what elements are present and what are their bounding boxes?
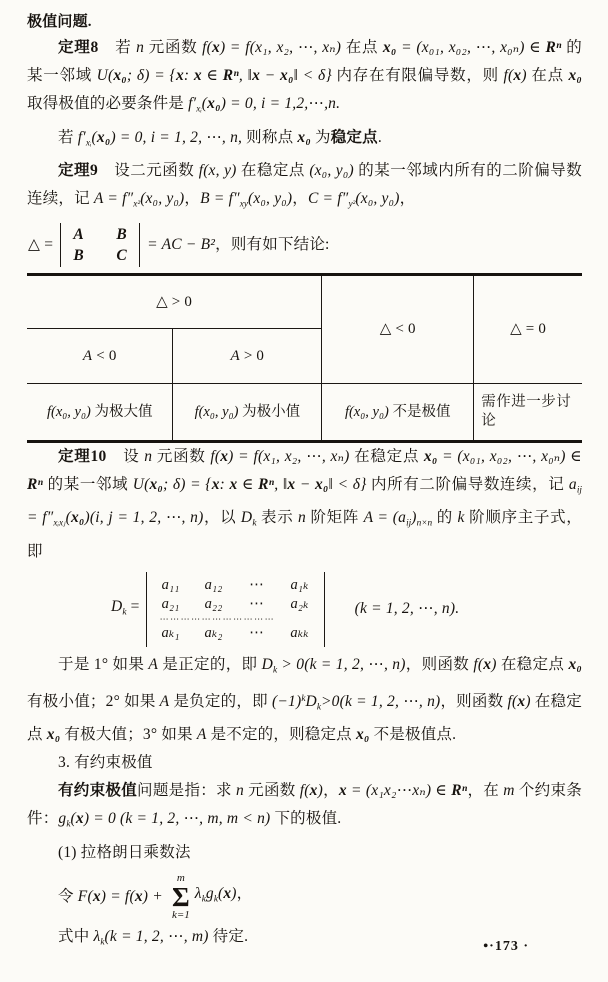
text-segment: f′ xyxy=(77,128,86,146)
text-segment: ， xyxy=(292,190,308,208)
text-segment: ，则函数 xyxy=(405,656,474,674)
text-segment: g xyxy=(58,810,67,828)
text-segment: ， xyxy=(399,190,416,208)
text-segment: x₀ xyxy=(568,656,582,674)
text-segment: ) xyxy=(525,692,531,710)
text-segment: ij xyxy=(576,485,583,496)
matrix-cell: a₂ₖ xyxy=(290,596,309,613)
text-segment: ∈ xyxy=(237,475,259,493)
text-segment: C = f″ xyxy=(307,190,349,208)
text-segment: Rⁿ xyxy=(222,67,239,84)
text-segment: f( xyxy=(299,782,310,800)
text-segment: (k = 1, 2, ⋯, n). xyxy=(354,600,460,618)
text-segment: 式中 xyxy=(58,927,94,945)
text-segment: ，则有如下结论: xyxy=(215,235,330,253)
text-segment: xᵢ xyxy=(85,138,92,149)
text-segment: m xyxy=(503,782,515,800)
theorem-10-paragraph xyxy=(27,443,587,566)
text-segment: 个约束条件： xyxy=(27,782,582,828)
text-segment: ∈ xyxy=(201,67,223,84)
text-segment: 定理10 xyxy=(58,447,107,465)
text-segment: 的 xyxy=(432,509,458,527)
text-segment: . xyxy=(377,128,382,146)
text-segment: 设 xyxy=(106,447,145,465)
text-segment: Rⁿ xyxy=(545,39,562,56)
text-segment: 为 xyxy=(310,128,331,146)
text-segment: x xyxy=(134,887,143,905)
text-segment: 不是极值点. xyxy=(369,726,457,744)
text-segment: Rⁿ xyxy=(258,475,275,493)
text-segment: x₀ xyxy=(568,67,583,84)
matrix-cell: a₂₁ xyxy=(161,596,180,613)
text-segment: − xyxy=(295,475,315,493)
text-segment: x₀ xyxy=(149,475,164,493)
text-segment: (k = 1, 2, ⋯, m) xyxy=(104,927,209,945)
summation-upper-limit: m xyxy=(176,871,185,884)
text-segment: A xyxy=(159,692,170,710)
text-segment: 阶顺序主子式，即 xyxy=(27,509,582,560)
delta-determinant-formula xyxy=(28,223,582,267)
text-segment: ， xyxy=(184,190,201,208)
text-segment: U( xyxy=(132,475,150,493)
text-segment: 内存在有限偏导数，则 xyxy=(331,67,504,84)
text-segment: ) = f(x₁, x₂, ⋯, xₙ) xyxy=(219,39,342,56)
page-title xyxy=(27,10,582,34)
text-segment: x xyxy=(513,67,522,84)
lagrange-function-formula xyxy=(58,873,582,921)
theorem-8-paragraph xyxy=(27,34,587,124)
text-segment: △ < 0 xyxy=(379,321,416,338)
text-segment: 在稳定点 xyxy=(349,447,424,465)
text-segment: = (x₀₁, x₀₂, ⋯, x₀ₙ) ∈ xyxy=(437,447,587,465)
text-segment: 为极小值 xyxy=(238,403,301,420)
text-segment: k xyxy=(457,509,465,527)
text-segment: 为极大值 xyxy=(90,403,153,420)
text-segment: 待定. xyxy=(208,927,249,945)
text-segment: 于是 1° 如果 xyxy=(58,656,149,674)
page-number: •·173 · xyxy=(483,939,529,954)
text-segment: 问题是指：求 xyxy=(137,782,237,800)
text-segment: x₀ xyxy=(355,726,370,744)
text-segment: 若 xyxy=(58,128,78,146)
text-segment: : xyxy=(219,475,230,493)
text-segment: f(x₀, y₀) xyxy=(46,403,91,420)
text-segment: 则称点 xyxy=(242,128,298,146)
text-segment: A xyxy=(230,347,240,364)
cell-local-maximum xyxy=(27,383,173,441)
text-segment: 是不定的，则稳定点 xyxy=(206,726,356,744)
delta-rhs xyxy=(147,231,329,259)
text-segment: > 0 xyxy=(239,347,265,364)
text-segment: 阶矩阵 xyxy=(305,509,364,527)
text-segment: 稳定点 xyxy=(330,128,378,146)
text-segment: k xyxy=(201,894,206,905)
text-segment: 若 xyxy=(98,39,137,56)
text-segment: (x₀, y₀) xyxy=(248,190,293,208)
text-segment: Rⁿ xyxy=(27,475,44,493)
text-segment: x xyxy=(175,67,184,84)
text-segment: ) xyxy=(491,656,497,674)
text-segment: ) = 0, i = 1,2,⋯,n. xyxy=(220,95,341,112)
text-segment: 内所有二阶偏导数连续，记 xyxy=(366,475,569,493)
text-segment: n xyxy=(236,782,244,800)
text-segment: x xyxy=(211,39,220,56)
text-segment: x₀ xyxy=(113,67,127,84)
text-segment: ，则函数 xyxy=(440,692,508,710)
cell-not-extremum xyxy=(322,383,474,441)
definiteness-conclusion-paragraph xyxy=(27,651,587,749)
text-segment: ， xyxy=(322,782,339,800)
text-segment: 在稳定点 xyxy=(496,656,569,674)
text-segment: x xyxy=(193,67,202,84)
text-segment: Rⁿ xyxy=(451,782,468,800)
matrix-lhs xyxy=(111,593,140,627)
text-segment: 是负定的，即 xyxy=(169,692,272,710)
text-segment: n xyxy=(136,39,145,56)
text-segment: 的某一邻域 xyxy=(43,475,133,493)
matrix-cell: aₖ₂ xyxy=(204,624,223,641)
text-segment: xᵢ xyxy=(196,104,202,115)
dk-matrix-formula xyxy=(111,572,582,648)
text-segment: f′ xyxy=(188,95,197,112)
matrix-row xyxy=(160,624,311,644)
text-segment: 取得极值的必要条件是 xyxy=(27,67,587,112)
text-segment: = f″ xyxy=(27,475,587,527)
text-segment: f( xyxy=(473,656,484,674)
theorem-9-paragraph xyxy=(27,157,582,219)
summation-lower-limit: k=1 xyxy=(171,908,190,921)
text-segment: x₀ xyxy=(70,509,85,527)
text-segment: ) xyxy=(231,885,237,903)
text-segment: x xyxy=(211,475,220,493)
text-segment: ， xyxy=(236,885,253,903)
text-segment: x₀ xyxy=(280,67,294,84)
text-segment: A xyxy=(82,347,93,364)
text-segment: x xyxy=(309,782,318,800)
text-segment: ，在 xyxy=(467,782,504,800)
determinant-cell: B xyxy=(73,246,84,264)
text-segment: 元函数 xyxy=(144,39,203,56)
text-segment: ( xyxy=(217,885,224,903)
text-segment: ) xyxy=(521,67,527,84)
determinant-row xyxy=(72,224,128,245)
text-segment: ) = 0, i = 1, 2, ⋯, n, xyxy=(110,128,243,146)
delta-lhs: △ = xyxy=(28,235,54,253)
determinant-cell: A xyxy=(73,225,84,243)
text-segment: D xyxy=(261,656,274,674)
text-segment: k xyxy=(100,937,105,948)
text-segment: k xyxy=(301,693,306,704)
cell-a-negative xyxy=(27,328,173,383)
matrix-cell: ⋯ xyxy=(249,624,264,641)
text-segment: ) + xyxy=(142,887,167,905)
text-segment: k xyxy=(213,894,218,905)
text-segment: 3. 有约束极值 xyxy=(58,754,153,772)
text-segment: ; δ) = { xyxy=(126,67,176,84)
text-segment: A xyxy=(148,656,159,674)
text-segment: 是正定的，即 xyxy=(158,656,262,674)
matrix-row xyxy=(160,576,311,596)
text-segment: ) = f(x₁, x₂, ⋯, xₙ) xyxy=(228,447,350,465)
text-segment: 表示 xyxy=(256,509,298,527)
text-segment: (1) 拉格朗日乘数法 xyxy=(58,843,191,861)
determinant-cell: C xyxy=(116,246,127,264)
matrix-cell: a₁ₖ xyxy=(290,576,309,593)
text-segment: y² xyxy=(348,199,356,210)
text-segment: x₀ xyxy=(207,95,221,112)
text-segment: xᵢxⱼ xyxy=(53,518,66,529)
text-segment: xy xyxy=(239,199,249,210)
sigma-lead xyxy=(58,883,167,911)
text-segment: x₀ xyxy=(314,475,329,493)
text-segment: (x₀, y₀) xyxy=(140,190,185,208)
text-segment: k xyxy=(316,702,321,713)
text-segment: ，以 xyxy=(203,509,241,527)
text-segment: ( xyxy=(201,95,208,112)
text-segment: x₀ xyxy=(96,128,111,146)
cell-delta-negative xyxy=(322,274,474,383)
text-segment: − xyxy=(260,67,281,84)
text-segment: = (x₀₁, x₀₂, ⋯, x₀ₙ) ∈ xyxy=(396,39,546,56)
text-segment: ‖ < δ} xyxy=(328,475,367,493)
text-segment: f(x, y) xyxy=(198,162,237,180)
text-segment: f(x₀, y₀) xyxy=(194,403,239,420)
text-segment: k xyxy=(252,518,257,529)
text-segment: x xyxy=(517,692,526,710)
text-segment: x xyxy=(75,810,84,828)
text-segment: >0(k = 1, 2, ⋯, n) xyxy=(321,692,441,710)
text-segment: 定理9 xyxy=(58,162,98,180)
text-segment: , ‖ xyxy=(238,67,253,84)
stable-point-paragraph xyxy=(27,124,582,158)
principal-minor-determinant xyxy=(146,572,325,648)
second-derivative-test-table xyxy=(27,273,582,443)
text-segment: n×n xyxy=(416,518,433,529)
matrix-cell: a₁₂ xyxy=(204,576,223,593)
text-segment: D xyxy=(305,692,317,710)
text-segment: 定理8 xyxy=(58,39,99,56)
text-segment: x xyxy=(223,885,232,903)
text-segment: D xyxy=(111,597,123,615)
text-segment: F( xyxy=(77,887,93,905)
determinant-row xyxy=(72,245,128,266)
text-segment: 不是极值 xyxy=(388,403,451,420)
text-segment: , ‖ xyxy=(274,475,288,493)
matrix-cell: aₖ₁ xyxy=(161,624,180,641)
text-segment: 令 xyxy=(58,887,78,905)
matrix-k-condition xyxy=(355,595,460,623)
text-segment: 设二元函数 xyxy=(97,162,199,180)
text-segment: x xyxy=(252,67,261,84)
cell-delta-positive xyxy=(27,274,322,328)
cell-further-discussion xyxy=(474,383,582,441)
lagrange-method-heading xyxy=(27,839,582,867)
text-segment: A xyxy=(196,726,207,744)
text-segment: ; δ) = { xyxy=(163,475,212,493)
matrix-cell: ⋯ xyxy=(249,576,264,593)
cell-delta-zero xyxy=(474,274,582,383)
determinant-cell: B xyxy=(116,225,127,243)
text-segment: n xyxy=(297,509,306,527)
matrix-cell: a₂₂ xyxy=(204,596,223,613)
text-segment: 需作进一步讨论 xyxy=(481,393,572,429)
text-segment: 有约束极值 xyxy=(58,782,138,800)
text-segment: 在点 xyxy=(526,67,569,84)
text-segment: ( xyxy=(70,810,76,828)
text-segment: g xyxy=(205,885,214,903)
text-segment: ) = f( xyxy=(100,887,135,905)
text-segment: ) xyxy=(411,509,417,527)
text-segment: f( xyxy=(210,447,221,465)
constrained-extremum-paragraph xyxy=(27,777,582,839)
cell-a-positive xyxy=(173,328,322,383)
matrix-cell: aₖₖ xyxy=(290,624,309,641)
text-segment: x² xyxy=(133,199,141,210)
text-segment: (−1) xyxy=(271,692,302,710)
text-segment: ij xyxy=(406,518,412,529)
text-segment: (x₀, y₀) xyxy=(355,190,400,208)
text-segment: 在稳定点 xyxy=(27,692,582,744)
text-segment: x xyxy=(92,887,101,905)
text-segment: = (x₁x₂⋯xₙ) ∈ xyxy=(346,782,452,800)
text-segment: 有极小值；2° 如果 xyxy=(27,656,587,710)
text-segment: A = f″ xyxy=(93,190,134,208)
text-segment: 元函数 xyxy=(152,447,211,465)
text-segment: (x₀, y₀) xyxy=(309,162,354,180)
text-segment: : xyxy=(183,67,194,84)
determinant-2x2 xyxy=(60,223,140,267)
text-segment: 在点 xyxy=(341,39,383,56)
text-segment: D xyxy=(240,509,253,527)
text-segment: ) xyxy=(317,782,323,800)
text-segment: 极值问题. xyxy=(27,14,92,30)
text-segment: )(i, j = 1, 2, ⋯, n) xyxy=(84,509,204,527)
matrix-cell: ⋯ xyxy=(249,596,264,613)
text-segment: > 0(k = 1, 2, ⋯, n) xyxy=(277,656,406,674)
text-segment: △ > 0 xyxy=(156,293,193,310)
text-segment: < 0 xyxy=(92,347,117,364)
text-segment: 在稳定点 xyxy=(236,162,310,180)
text-segment: k xyxy=(122,607,127,618)
text-segment: 元函数 xyxy=(244,782,300,800)
text-segment: λ xyxy=(194,885,202,903)
text-segment: ( xyxy=(91,128,97,146)
text-segment: B = f″ xyxy=(200,190,240,208)
text-segment: a xyxy=(568,475,577,493)
text-segment: ( xyxy=(65,509,71,527)
text-segment: f( xyxy=(202,39,212,56)
text-segment: U( xyxy=(96,67,114,84)
sigma-tail xyxy=(195,880,253,914)
text-segment: A = (a xyxy=(363,509,407,527)
text-segment: k xyxy=(273,665,278,676)
text-segment: x xyxy=(287,475,296,493)
text-segment: f( xyxy=(503,67,514,84)
section-3-heading xyxy=(27,749,582,777)
text-segment: f(x₀, y₀) xyxy=(344,403,389,420)
text-segment: x₀ xyxy=(382,39,397,56)
text-segment: x₀ xyxy=(423,447,438,465)
matrix-row xyxy=(160,595,311,615)
text-segment: △ = 0 xyxy=(510,321,547,338)
matrix-ellipsis-row: ⋯⋯⋯⋯⋯⋯⋯⋯⋯⋯⋯ xyxy=(159,614,276,624)
summation-symbol xyxy=(172,873,190,921)
text-segment: λ xyxy=(93,927,101,945)
sigma-glyph: Σ xyxy=(171,881,190,912)
text-segment: n xyxy=(144,447,153,465)
text-segment: f( xyxy=(507,692,518,710)
text-segment: 下的极值. xyxy=(270,810,342,828)
text-segment: ) = 0 (k = 1, 2, ⋯, m, m < n) xyxy=(83,810,271,828)
text-segment: x₀ xyxy=(297,128,311,146)
text-segment: 的某一邻域 xyxy=(27,39,582,84)
text-segment: ‖ < δ} xyxy=(293,67,332,84)
text-segment: = xyxy=(126,597,140,615)
text-segment: x xyxy=(229,475,238,493)
text-segment: x xyxy=(220,447,229,465)
text-segment: k xyxy=(66,819,71,830)
text-segment: 有极大值；3° 如果 xyxy=(60,726,197,744)
cell-local-minimum xyxy=(173,383,322,441)
text-segment: = AC − B² xyxy=(147,235,216,253)
text-segment: x xyxy=(483,656,492,674)
text-segment: 的某一邻域内所有的二阶偏导数连续，记 xyxy=(27,162,582,208)
matrix-cell: a₁₁ xyxy=(161,576,180,593)
text-segment: x₀ xyxy=(46,726,61,744)
text-segment: x xyxy=(338,782,347,800)
